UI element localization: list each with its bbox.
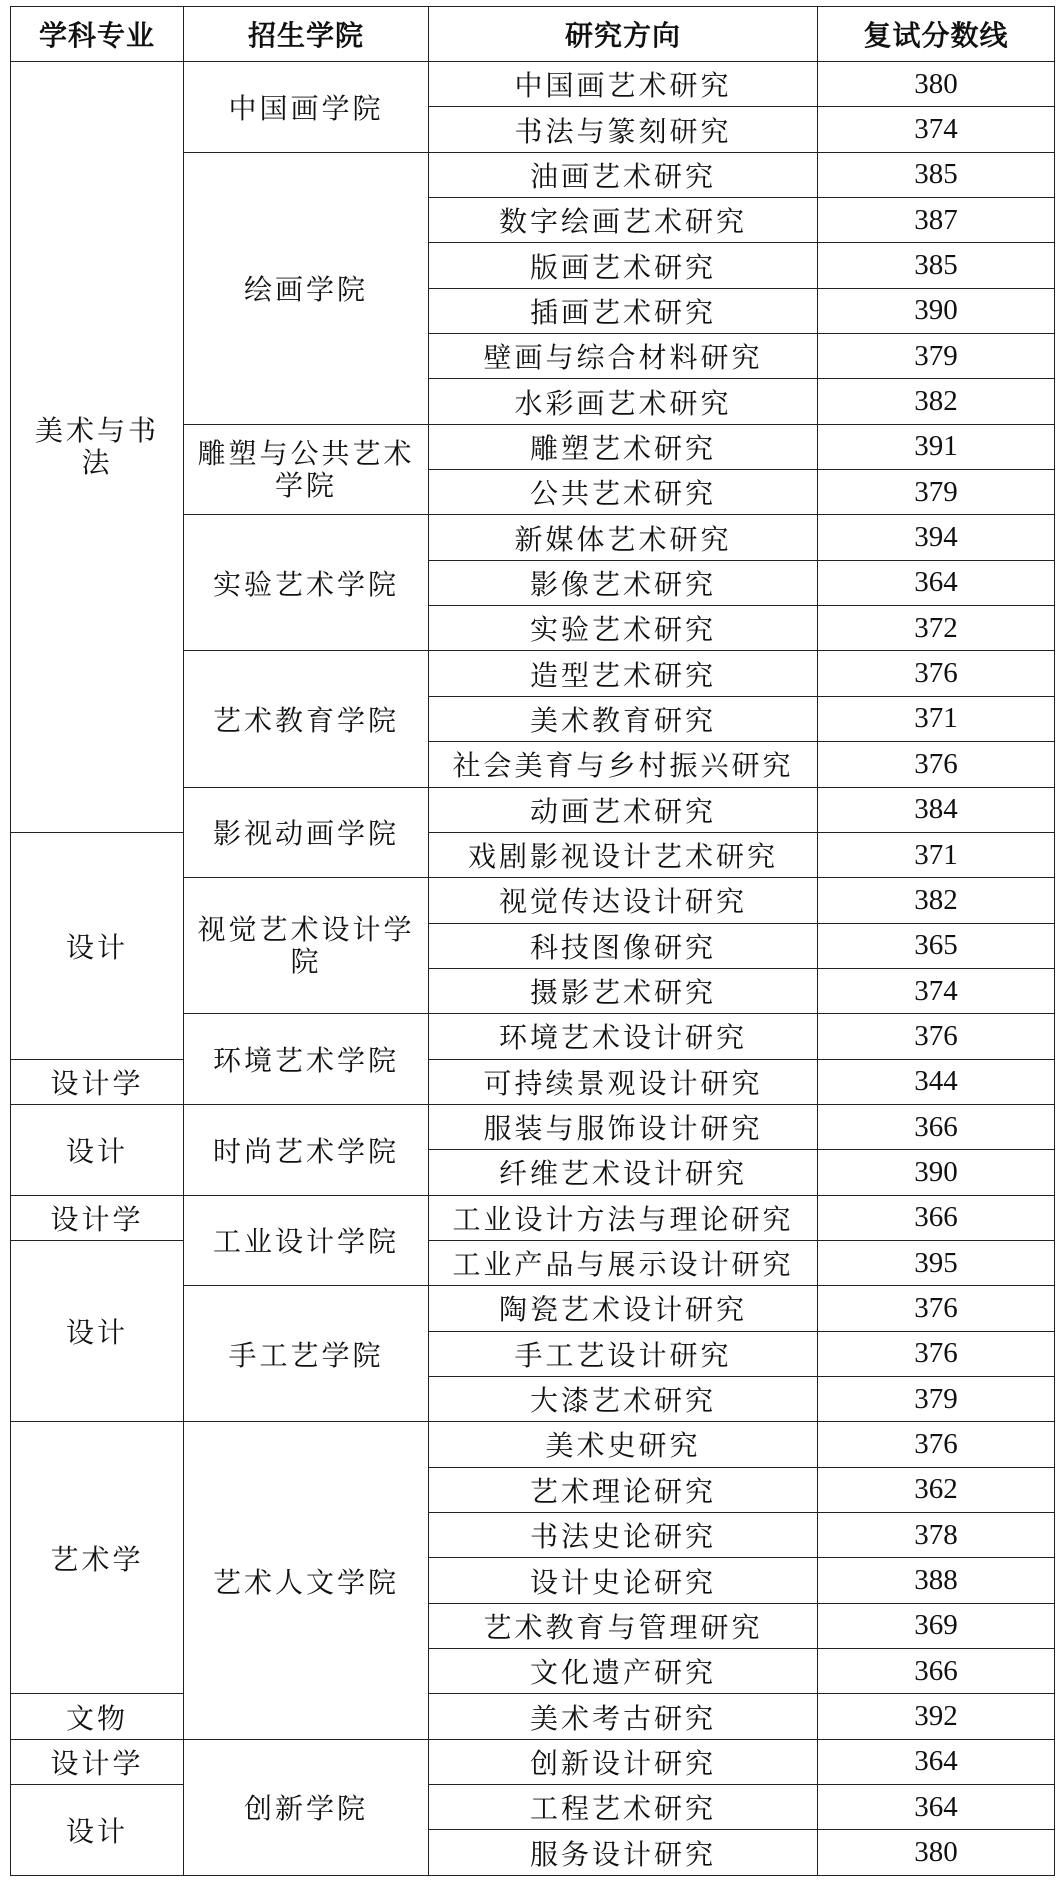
direction-cell: 大漆艺术研究	[429, 1376, 818, 1421]
direction-cell: 油画艺术研究	[429, 152, 818, 197]
score-cell: 376	[818, 1286, 1055, 1331]
header-score: 复试分数线	[818, 7, 1055, 62]
score-cell: 376	[818, 1331, 1055, 1376]
direction-cell: 视觉传达设计研究	[429, 878, 818, 923]
direction-cell: 动画艺术研究	[429, 787, 818, 832]
score-cell: 379	[818, 334, 1055, 379]
direction-cell: 书法史论研究	[429, 1513, 818, 1558]
score-cell: 364	[818, 1785, 1055, 1830]
score-cell: 392	[818, 1694, 1055, 1739]
discipline-cell: 艺术学	[11, 1422, 184, 1694]
score-cell: 376	[818, 1014, 1055, 1059]
discipline-cell: 美术与书法	[11, 62, 184, 833]
table-row	[11, 62, 1055, 107]
direction-cell: 插画艺术研究	[429, 288, 818, 333]
college-cell: 实验艺术学院	[184, 515, 429, 651]
table-row	[11, 1785, 1055, 1830]
direction-cell: 纤维艺术设计研究	[429, 1150, 818, 1195]
discipline-cell: 设计学	[11, 1195, 184, 1240]
college-cell: 艺术教育学院	[184, 651, 429, 787]
direction-cell: 水彩画艺术研究	[429, 379, 818, 424]
direction-cell: 工业产品与展示设计研究	[429, 1240, 818, 1285]
table-row	[11, 1240, 1055, 1285]
score-cell: 376	[818, 742, 1055, 787]
score-cell: 371	[818, 832, 1055, 877]
score-cell: 387	[818, 198, 1055, 243]
direction-cell: 艺术理论研究	[429, 1467, 818, 1512]
discipline-cell: 设计学	[11, 1059, 184, 1104]
direction-cell: 公共艺术研究	[429, 470, 818, 515]
college-cell: 创新学院	[184, 1739, 429, 1875]
score-cell: 366	[818, 1104, 1055, 1149]
score-cell: 369	[818, 1603, 1055, 1648]
direction-cell: 手工艺设计研究	[429, 1331, 818, 1376]
discipline-cell: 设计	[11, 1785, 184, 1876]
score-cell: 374	[818, 107, 1055, 152]
college-cell: 雕塑与公共艺术学院	[184, 424, 429, 515]
score-cell: 378	[818, 1513, 1055, 1558]
score-cell: 366	[818, 1649, 1055, 1694]
table-row	[11, 1104, 1055, 1149]
direction-cell: 工程艺术研究	[429, 1785, 818, 1830]
score-cell: 380	[818, 1830, 1055, 1875]
score-cell: 364	[818, 560, 1055, 605]
discipline-cell: 设计学	[11, 1739, 184, 1784]
score-cell: 376	[818, 1422, 1055, 1467]
score-cell: 390	[818, 288, 1055, 333]
direction-cell: 服务设计研究	[429, 1830, 818, 1875]
direction-cell: 壁画与综合材料研究	[429, 334, 818, 379]
direction-cell: 艺术教育与管理研究	[429, 1603, 818, 1648]
table-row	[11, 832, 1055, 877]
direction-cell: 雕塑艺术研究	[429, 424, 818, 469]
direction-cell: 影像艺术研究	[429, 560, 818, 605]
direction-cell: 戏剧影视设计艺术研究	[429, 832, 818, 877]
score-cell: 366	[818, 1195, 1055, 1240]
discipline-cell: 设计	[11, 1240, 184, 1421]
college-cell: 影视动画学院	[184, 787, 429, 878]
table-row	[11, 1059, 1055, 1104]
score-cell: 395	[818, 1240, 1055, 1285]
college-cell: 绘画学院	[184, 152, 429, 424]
score-cell: 394	[818, 515, 1055, 560]
direction-cell: 服装与服饰设计研究	[429, 1104, 818, 1149]
direction-cell: 实验艺术研究	[429, 606, 818, 651]
score-cell: 382	[818, 379, 1055, 424]
score-cell: 371	[818, 696, 1055, 741]
direction-cell: 环境艺术设计研究	[429, 1014, 818, 1059]
table-header-row	[11, 7, 1055, 62]
direction-cell: 美术教育研究	[429, 696, 818, 741]
score-cell: 390	[818, 1150, 1055, 1195]
direction-cell: 新媒体艺术研究	[429, 515, 818, 560]
direction-cell: 书法与篆刻研究	[429, 107, 818, 152]
direction-cell: 数字绘画艺术研究	[429, 198, 818, 243]
score-cell: 365	[818, 923, 1055, 968]
header-direction: 研究方向	[429, 7, 818, 62]
college-cell: 中国画学院	[184, 62, 429, 153]
score-cell: 364	[818, 1739, 1055, 1784]
admission-score-table	[10, 6, 1055, 1876]
score-cell: 388	[818, 1558, 1055, 1603]
score-cell: 362	[818, 1467, 1055, 1512]
college-cell: 艺术人文学院	[184, 1422, 429, 1739]
discipline-cell: 文物	[11, 1694, 184, 1739]
score-cell: 382	[818, 878, 1055, 923]
table-row	[11, 1694, 1055, 1739]
score-cell: 385	[818, 243, 1055, 288]
college-cell: 视觉艺术设计学院	[184, 878, 429, 1014]
header-discipline: 学科专业	[11, 7, 184, 62]
table-row	[11, 1195, 1055, 1240]
header-college: 招生学院	[184, 7, 429, 62]
score-cell: 376	[818, 651, 1055, 696]
direction-cell: 创新设计研究	[429, 1739, 818, 1784]
table-row	[11, 1739, 1055, 1784]
score-cell: 391	[818, 424, 1055, 469]
direction-cell: 美术考古研究	[429, 1694, 818, 1739]
college-cell: 工业设计学院	[184, 1195, 429, 1286]
score-cell: 380	[818, 62, 1055, 107]
score-cell: 374	[818, 968, 1055, 1013]
direction-cell: 可持续景观设计研究	[429, 1059, 818, 1104]
direction-cell: 摄影艺术研究	[429, 968, 818, 1013]
score-cell: 379	[818, 1376, 1055, 1421]
direction-cell: 工业设计方法与理论研究	[429, 1195, 818, 1240]
college-cell: 环境艺术学院	[184, 1014, 429, 1105]
college-cell: 手工艺学院	[184, 1286, 429, 1422]
score-cell: 379	[818, 470, 1055, 515]
college-cell: 时尚艺术学院	[184, 1104, 429, 1195]
discipline-cell: 设计	[11, 832, 184, 1059]
direction-cell: 设计史论研究	[429, 1558, 818, 1603]
discipline-cell: 设计	[11, 1104, 184, 1195]
table-row	[11, 1422, 1055, 1467]
score-cell: 384	[818, 787, 1055, 832]
score-cell: 344	[818, 1059, 1055, 1104]
direction-cell: 科技图像研究	[429, 923, 818, 968]
direction-cell: 造型艺术研究	[429, 651, 818, 696]
score-table-container	[10, 6, 1055, 1876]
direction-cell: 版画艺术研究	[429, 243, 818, 288]
direction-cell: 美术史研究	[429, 1422, 818, 1467]
direction-cell: 社会美育与乡村振兴研究	[429, 742, 818, 787]
direction-cell: 陶瓷艺术设计研究	[429, 1286, 818, 1331]
direction-cell: 中国画艺术研究	[429, 62, 818, 107]
score-cell: 372	[818, 606, 1055, 651]
direction-cell: 文化遗产研究	[429, 1649, 818, 1694]
score-cell: 385	[818, 152, 1055, 197]
